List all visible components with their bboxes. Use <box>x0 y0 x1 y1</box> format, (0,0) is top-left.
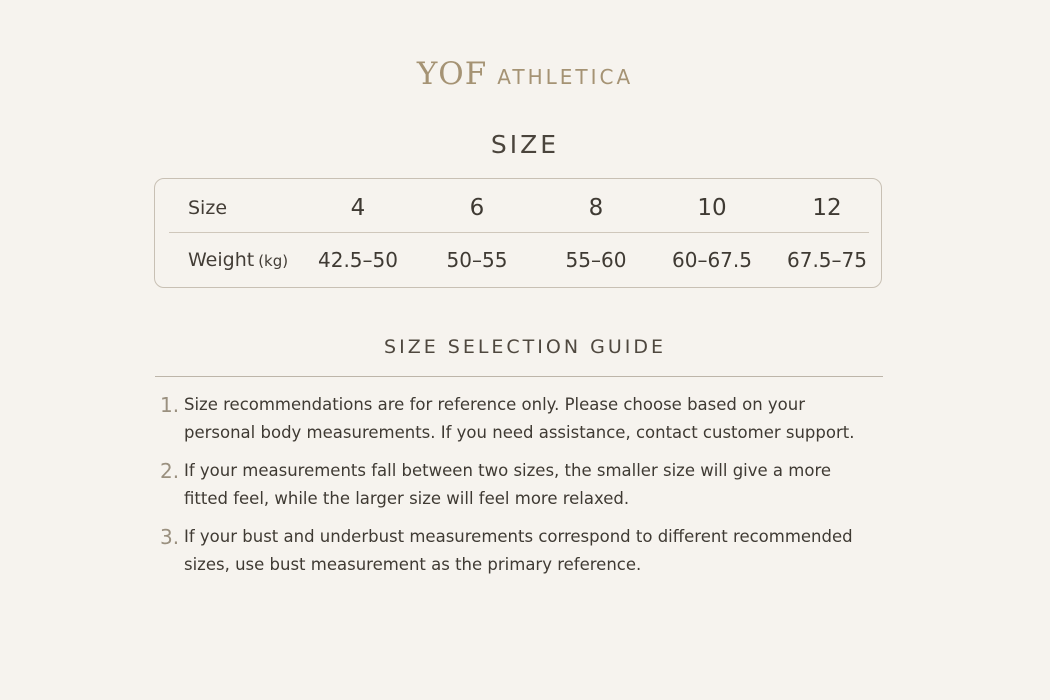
size-cell: 4 <box>350 195 366 221</box>
size-cell: 8 <box>588 195 604 221</box>
guide-item <box>160 457 880 513</box>
weight-row-label <box>188 235 288 285</box>
size-cell: 6 <box>469 195 485 221</box>
guide-item-number: 3. <box>160 525 180 549</box>
guide-item-text: Size recommendations are for reference only. Please choose based on your personal body measurements. If you need assistance, contact customer support. <box>184 395 855 442</box>
guide-divider <box>155 376 883 377</box>
guide-item-number: 2. <box>160 459 180 483</box>
size-chart-table <box>154 178 882 288</box>
weight-cell: 42.5–50 <box>318 248 398 272</box>
weight-unit: (kg) <box>258 252 289 270</box>
brand-name: YOF <box>416 56 488 92</box>
guide-item-text: If your measurements fall between two sizes, the smaller size will give a more fitted feel, while the larger size will feel more relaxed. <box>184 461 832 508</box>
weight-label-text: Weight <box>188 249 255 271</box>
weight-cell: 67.5–75 <box>787 248 867 272</box>
size-cell: 10 <box>697 195 727 221</box>
brand-subtitle: ATHLETICA <box>497 65 634 89</box>
weight-cell: 55–60 <box>565 248 627 272</box>
size-cell: 12 <box>812 195 842 221</box>
guide-list <box>160 391 880 589</box>
guide-title: SIZE SELECTION GUIDE <box>384 336 666 358</box>
size-row <box>155 183 883 233</box>
weight-cell: 60–67.5 <box>672 248 752 272</box>
guide-item-text: If your bust and underbust measurements correspond to different recommended sizes, use bust measurement as the primary reference. <box>184 527 853 574</box>
size-chart-title: SIZE <box>490 130 560 159</box>
guide-item <box>160 391 880 447</box>
weight-row <box>155 235 883 285</box>
guide-item-number: 1. <box>160 393 180 417</box>
weight-cell: 50–55 <box>446 248 508 272</box>
guide-item <box>160 523 880 579</box>
size-row-label: Size <box>188 197 228 219</box>
brand-logo <box>0 56 1050 92</box>
table-divider <box>169 232 869 233</box>
